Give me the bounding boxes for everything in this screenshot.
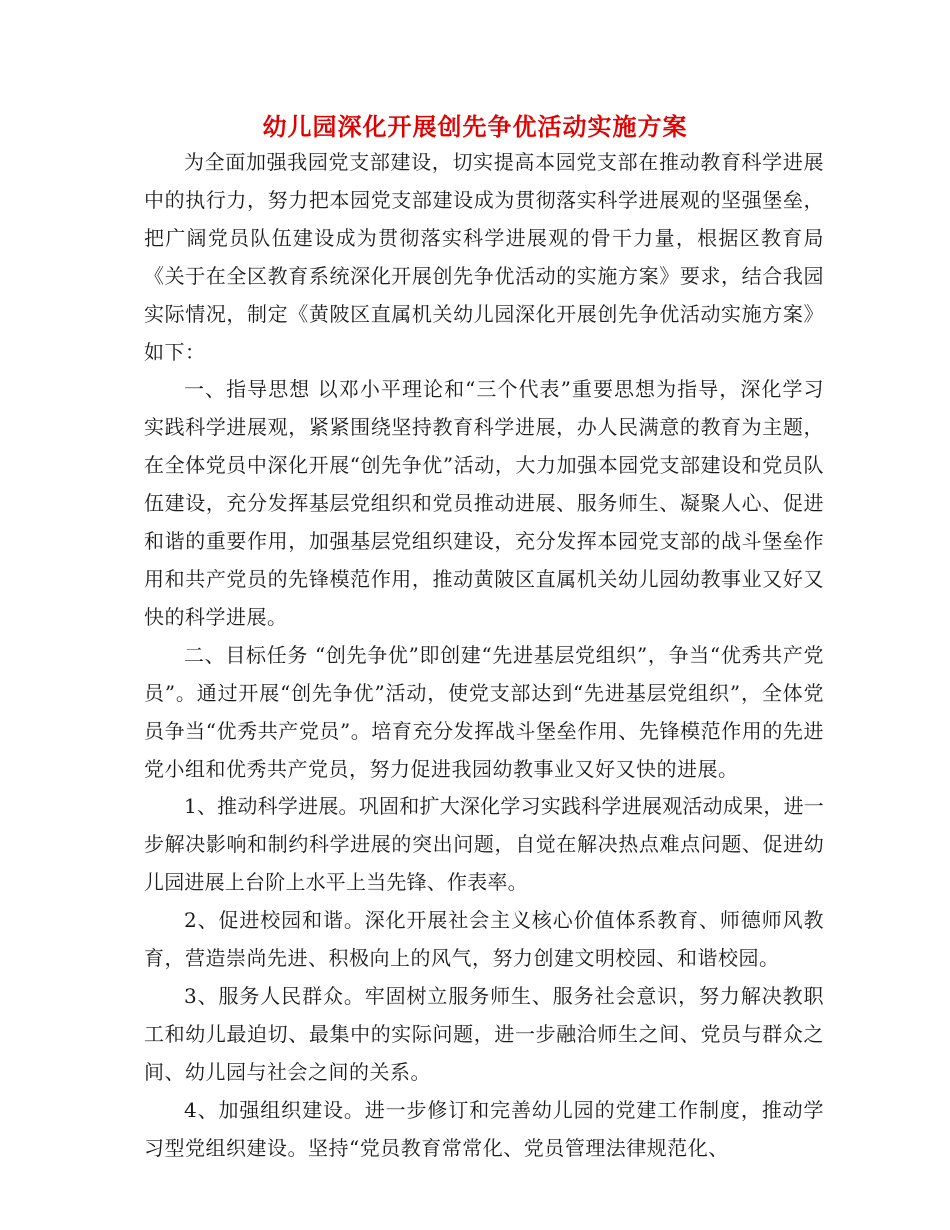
document-title: 幼儿园深化开展创先争优活动实施方案 [262,113,688,141]
paragraph-item-1: 1、推动科学进展。巩固和扩大深化学习实践科学进展观活动成果，进一步解决影响和制约科学进展的突出问题，自觉在解决热点难点问题、促进幼儿园进展上台阶上水平上当先锋、作表率。 [144,794,824,895]
paragraph-guiding-thought: 一、指导思想 以邓小平理论和“三个代表”重要思想为指导，深化学习实践科学进展观，紧紧围绕坚持教育科学进展，办人民满意的教育为主题，在全体党员中深化开展“创先争优”活动，大力加强本园党支部建设和党员队伍建设，充分发挥基层党组织和党员推动进展、服务师生、凝聚人心、促进和谐的重要作用，加强基层党组织建设，充分发挥本园党支部的战斗堡垒作用和共产党员的先锋模范作用，推动黄陂区直属机关幼儿园幼教事业又好又快的科学进展。 [144,377,824,629]
document-body [144,144,824,1167]
paragraph-goals: 二、目标任务 “创先争优”即创建“先进基层党组织”，争当“优秀共产党员”。通过开展“创先争优”活动，使党支部达到“先进基层党组织”，全体党员争当“优秀共产党员”。培育充分发挥战斗堡垒作用、先锋模范作用的先进党小组和优秀共产党员，努力促进我园幼教事业又好又快的进展。 [144,642,824,781]
paragraph-item-2: 2、促进校园和谐。深化开展社会主义核心价值体系教育、师德师风教育，营造崇尚先进、积极向上的风气，努力创建文明校园、和谐校园。 [144,908,824,971]
paragraph-item-3: 3、服务人民群众。牢固树立服务师生、服务社会意识，努力解决教职工和幼儿最迫切、最集中的实际问题，进一步融洽师生之间、党员与群众之间、幼儿园与社会之间的关系。 [144,983,824,1084]
paragraph-item-4: 4、加强组织建设。进一步修订和完善幼儿园的党建工作制度，推动学习型党组织建设。坚持“党员教育常常化、党员管理法律规范化、 [144,1097,824,1160]
paragraph-intro: 为全面加强我园党支部建设，切实提高本园党支部在推动教育科学进展中的执行力，努力把本园党支部建设成为贯彻落实科学进展观的坚强堡垒，把广阔党员队伍建设成为贯彻落实科学进展观的骨干力量，根据区教育局《关于在全区教育系统深化开展创先争优活动的实施方案》要求，结合我园实际情况，制定《黄陂区直属机关幼儿园深化开展创先争优活动实施方案》如下： [144,150,824,364]
